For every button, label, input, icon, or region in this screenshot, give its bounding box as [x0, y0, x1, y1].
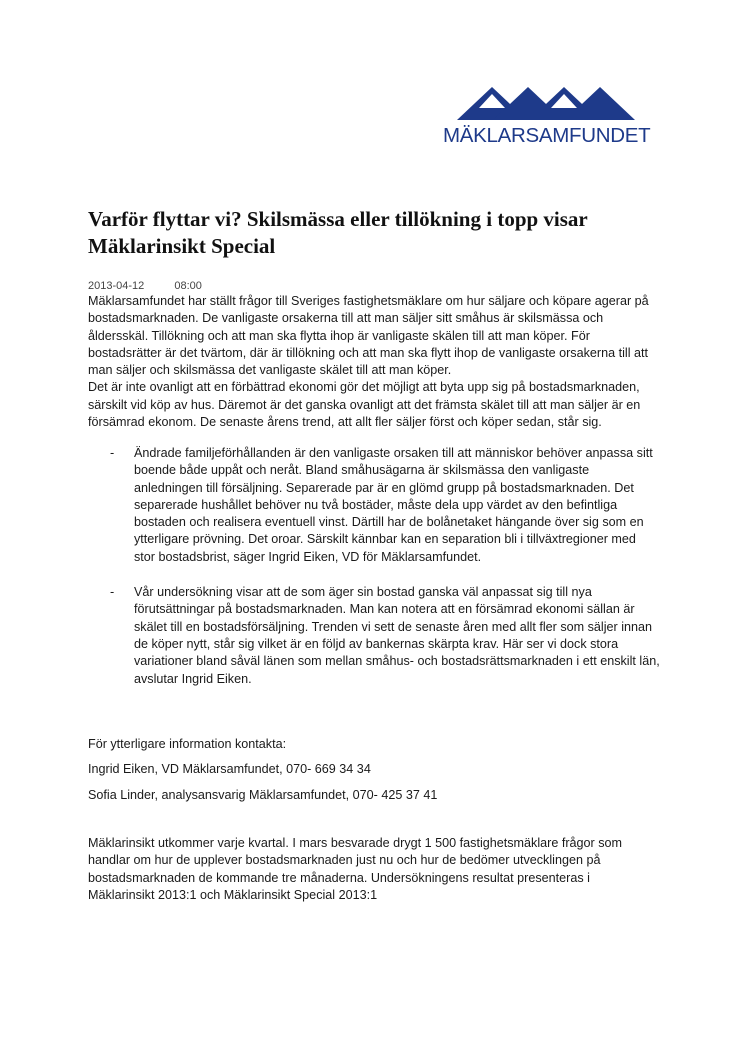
- article-meta: [88, 279, 202, 293]
- bullet-dash: -: [110, 446, 115, 460]
- logo-mark-icon: [443, 86, 647, 122]
- logo-wordmark: MÄKLARSAMFUNDET: [443, 124, 651, 147]
- article-time: 08:00: [174, 280, 202, 292]
- maklarsamfundet-logo: [443, 86, 651, 150]
- bullet-text: Vår undersökning visar att de som äger sin bostad ganska väl anpassat sig till nya förutsättningar på bostadsmarknaden. Man kan notera att en försämrad ekonomi sällan är skälet till en bostadsförsäljning. Trenden vi sett de senaste åren med allt fler som säljer innan de köper nytt, står sig vilket är en följd av bankernas skärpta krav. Här ser vi dock stora variationer bland såväl länen som mellan småhus- och bostadsrättsmarknaden i ett enskilt län, avslutar Ingrid Eiken.: [134, 585, 660, 686]
- contact-sofia: Sofia Linder, analysansvarig Mäklarsamfundet, 070- 425 37 41: [88, 788, 438, 802]
- intro-paragraph: Mäklarsamfundet har ställt frågor till Sveriges fastighetsmäklare om hur säljare och köpare agerar på bostadsmarknaden. De vanligaste orsakerna till att man säljer sitt småhus är skilsmässa och åldersskäl. Tillökning och att man ska flytta ihop är vanligaste skälen till att man köper. För bostadsrätter är det tvärtom, där är tillökning och att man ska flytt ihop de vanligaste orsakerna till att man säljer och skilsmässa det vanligaste skälet till att man köper. Det är inte ovanligt att en förbättrad ekonomi gör det möjligt att byta upp sig på bostadsmarknaden, särskilt vid köp av hus. Däremot är det ganska ovanligt att det främsta skälet till att man säljer är en försämrad ekonom. De senaste årens trend, att allt fler säljer först och köper sedan, står sig.: [88, 294, 649, 430]
- outro-paragraph: Mäklarinsikt utkommer varje kvartal. I mars besvarade drygt 1 500 fastighetsmäklare frågor som handlar om hur de upplever bostadsmarknaden just nu och hur de bedömer utvecklingen på bostadsmarknaden de kommande tre månaderna. Undersökningens resultat presenteras i Mäklarinsikt 2013:1 och Mäklarinsikt Special 2013:1: [88, 836, 623, 902]
- article-date: 2013-04-12: [88, 280, 145, 292]
- contact-heading: För ytterligare information kontakta:: [88, 737, 287, 751]
- list-item: [110, 445, 670, 566]
- quote-list: [110, 445, 670, 706]
- bullet-text: Ändrade familjeförhållanden är den vanligaste orsaken till att människor behöver anpassa sitt boende både uppåt och neråt. Bland småhusägarna är skilsmässa den vanligaste anledningen till försäljning. Separerade par är en glömd grupp på bostadsmarknaden. Det separerade hushållet behöver nu två bostäder, måste dela upp värdet av den befintliga bostaden och realisera eventuell vinst. Därtill har de bolånetaket hängande över sig som en ytterligare prövning. Det oroar. Särskilt kännbar kan en separation bli i tillväxtregioner med stor bostadsbrist, säger Ingrid Eiken, VD för Mäklarsamfundet.: [134, 446, 653, 564]
- bullet-dash: -: [110, 585, 115, 600]
- contact-ingrid: Ingrid Eiken, VD Mäklarsamfundet, 070- 669 34 34: [88, 762, 371, 776]
- list-item: [110, 584, 670, 688]
- article-title: Varför flyttar vi? Skilsmässa eller tillökning i topp visar Mäklarinsikt Special: [88, 207, 588, 258]
